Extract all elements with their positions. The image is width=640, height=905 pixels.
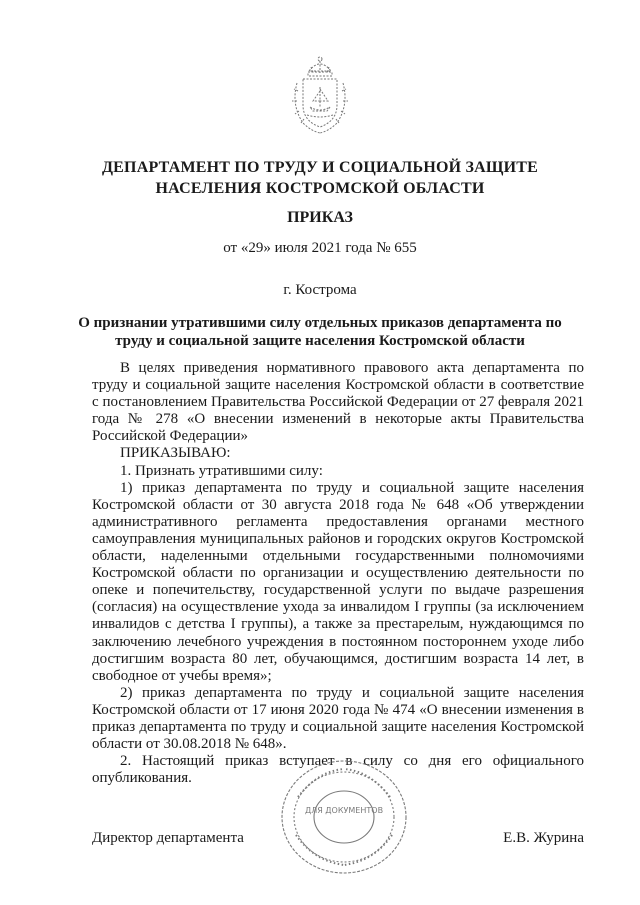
order-subject: [0, 314, 640, 350]
item-2: 2. Настоящий приказ вступает в силу со дня его официального опубликования.: [92, 753, 584, 787]
preamble-paragraph: В целях приведения нормативного правового акта департамента по труду и социальной защите населения Костромской области в соответствие с постановлением Правительства Российской Федерации от 27 февраля 2021 года № 278 «О внесении изменений в некоторые акты Правительства Российской Федерации»: [92, 360, 584, 445]
signatory-position: Директор департамента: [92, 830, 244, 846]
document-type: ПРИКАЗ: [287, 209, 353, 226]
department-line-1: ДЕПАРТАМЕНТ ПО ТРУДУ И СОЦИАЛЬНОЙ ЗАЩИТЕ: [101, 159, 539, 176]
coat-of-arms-emblem: [289, 55, 351, 137]
orders-keyword: ПРИКАЗЫВАЮ:: [120, 445, 231, 462]
round-stamp: [278, 757, 410, 877]
subject-line-1: О признании утратившими силу отдельных приказов департамента по: [78, 315, 562, 331]
order-date-number: от «29» июля 2021 года № 655: [223, 240, 417, 256]
city-name: г. Кострома: [283, 282, 357, 298]
stamp-text: ДЛЯ ДОКУМЕНТОВ: [304, 806, 384, 815]
item-1: 1. Признать утратившими силу:: [120, 462, 323, 479]
item-1-subitem-1: 1) приказ департамента по труду и социальной защите населения Костромской области от 30 августа 2018 года № 648 «Об утверждении административного регламента предоставления органами местного самоуправления муниципальных районов и городских округов Костромской области, наделенными отдельными государственными полномочиями Костромской области по организации и осуществлению деятельности по опеке и попечительству, государственной услуги по выдаче разрешения (согласия) на осуществление ухода за инвалидом I группы (за исключением инвалидов с детства I группы), а также за престарелым, нуждающимся по заключению лечебного учреждения в постоянном постороннем уходе либо достигшим возраста 80 лет, обучающимся, достигшим возраста 14 лет, в свободное от учебы время»;: [92, 479, 584, 684]
signatory-name: Е.В. Журина: [503, 830, 584, 846]
subject-line-2: труду и социальной защите населения Костромской области: [115, 333, 525, 349]
department-line-2: НАСЕЛЕНИЯ КОСТРОМСКОЙ ОБЛАСТИ: [155, 180, 485, 197]
order-body: [92, 360, 584, 787]
department-name: [0, 157, 640, 199]
item-1-subitem-2: 2) приказ департамента по труду и социальной защите населения Костромской области от 17 июня 2020 года № 474 «О внесении изменения в приказ департамента по труду и социальной защите населения Костромской области от 30.08.2018 № 648».: [92, 684, 584, 753]
